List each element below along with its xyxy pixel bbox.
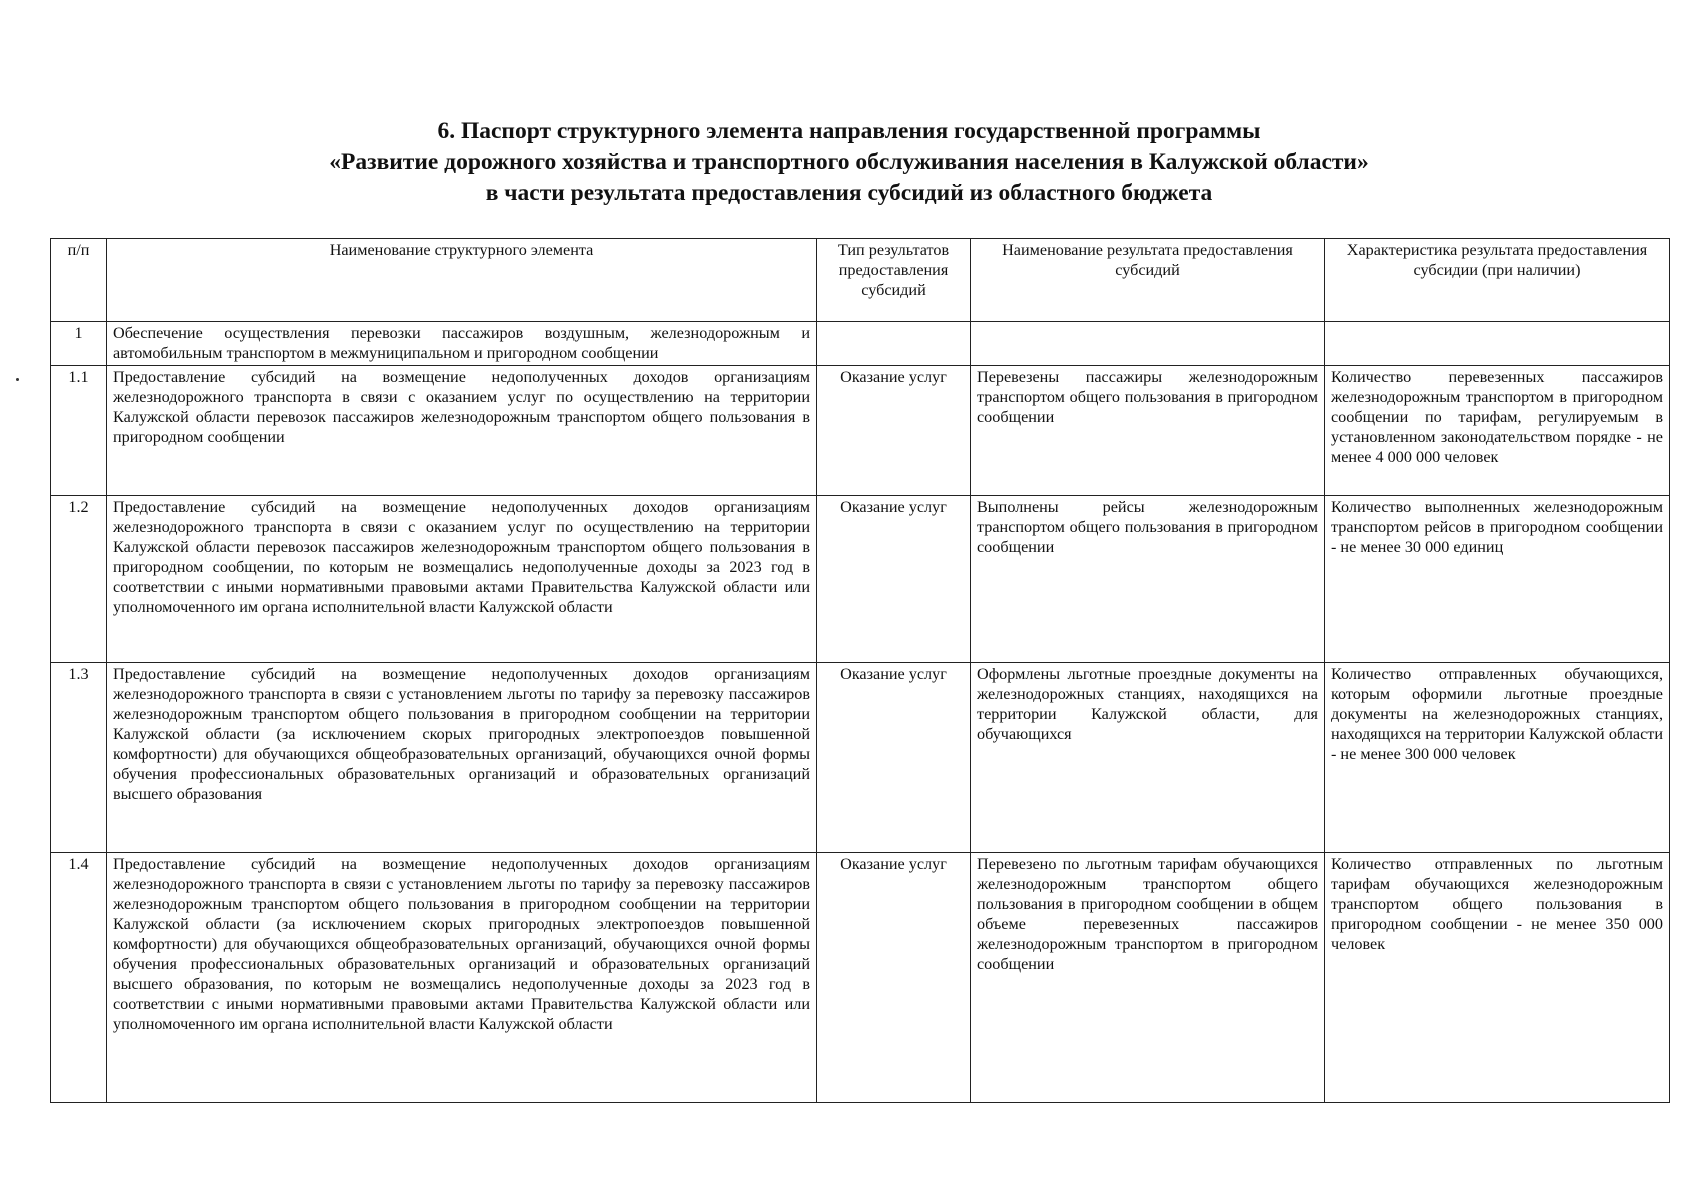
title-line-3: в части результата предоставления субсидий из областного бюджета [485, 180, 1213, 206]
row-num: 1.2 [51, 496, 107, 663]
header-num: п/п [51, 239, 107, 322]
row-result [971, 322, 1325, 366]
table-row [51, 663, 1670, 853]
row-num: 1 [51, 322, 107, 366]
row-name: Предоставление субсидий на возмещение недополученных доходов организациям железнодорожного транспорта в связи с установлением льготы по тарифу за перевозку пассажиров железнодорожным транспортом общего пользования в пригородном сообщении на территории Калужской области (за исключением скорых пригородных электропоездов повышенной комфортности) для обучающихся общеобразовательных организаций, обучающихся очной формы обучения профессиональных образовательных организаций и образовательных организаций высшего образования, по которым не возмещались недополученные доходы за 2023 год в соответствии с иными нормативными правовыми актами Правительства Калужской области или уполномоченного им органа исполнительной власти Калужской области [107, 853, 817, 1103]
title-line-1: 6. Паспорт структурного элемента направления государственной программы [437, 118, 1261, 144]
row-type: Оказание услуг [817, 663, 971, 853]
row-type: Оказание услуг [817, 853, 971, 1103]
row-characteristic: Количество перевезенных пассажиров железнодорожным транспортом в пригородном сообщении по тарифам, регулируемым в установленном законодательством порядке - не менее 4 000 000 человек [1325, 366, 1670, 496]
table-row [51, 853, 1670, 1103]
passport-table [50, 238, 1670, 1103]
document-title [0, 116, 1698, 209]
title-line-2: «Развитие дорожного хозяйства и транспортного обслуживания населения в Калужской области» [329, 149, 1369, 175]
table-row [51, 322, 1670, 366]
row-num: 1.4 [51, 853, 107, 1103]
row-characteristic: Количество выполненных железнодорожным транспортом рейсов в пригородном сообщении - не менее 30 000 единиц [1325, 496, 1670, 663]
row-result: Выполнены рейсы железнодорожным транспортом общего пользования в пригородном сообщении [971, 496, 1325, 663]
row-characteristic: Количество отправленных обучающихся, которым оформили льготные проездные документы на железнодорожных станциях, находящихся на территории Калужской области - не менее 300 000 человек [1325, 663, 1670, 853]
row-characteristic: Количество отправленных по льготным тарифам обучающихся железнодорожным транспортом общего пользования в пригородном сообщении - не менее 350 000 человек [1325, 853, 1670, 1103]
row-type: Оказание услуг [817, 496, 971, 663]
row-name: Предоставление субсидий на возмещение недополученных доходов организациям железнодорожного транспорта в связи с оказанием услуг по осуществлению на территории Калужской области перевозок пассажиров железнодорожным транспортом общего пользования в пригородном сообщении [107, 366, 817, 496]
row-name: Предоставление субсидий на возмещение недополученных доходов организациям железнодорожного транспорта в связи с оказанием услуг по осуществлению на территории Калужской области перевозок пассажиров железнодорожным транспортом общего пользования в пригородном сообщении, по которым не возмещались недополученные доходы за 2023 год в соответствии с иными нормативными правовыми актами Правительства Калужской области или уполномоченного им органа исполнительной власти Калужской области [107, 496, 817, 663]
header-result: Наименование результата предоставления субсидий [971, 239, 1325, 322]
header-type: Тип результатов предоставления субсидий [817, 239, 971, 322]
table-header-row [51, 239, 1670, 322]
row-type [817, 322, 971, 366]
row-type: Оказание услуг [817, 366, 971, 496]
row-result: Перевезено по льготным тарифам обучающихся железнодорожным транспортом общего пользования в пригородном сообщении в общем объеме перевезенных пассажиров железнодорожным транспортом в пригородном сообщении [971, 853, 1325, 1103]
row-num: 1.1 [51, 366, 107, 496]
table-row [51, 366, 1670, 496]
header-name: Наименование структурного элемента [107, 239, 817, 322]
row-result: Оформлены льготные проездные документы на железнодорожных станциях, находящихся на территории Калужской области, для обучающихся [971, 663, 1325, 853]
row-num: 1.3 [51, 663, 107, 853]
scan-speck [16, 378, 19, 381]
row-result: Перевезены пассажиры железнодорожным транспортом общего пользования в пригородном сообщении [971, 366, 1325, 496]
row-name: Обеспечение осуществления перевозки пассажиров воздушным, железнодорожным и автомобильным транспортом в межмуниципальном и пригородном сообщении [107, 322, 817, 366]
row-name: Предоставление субсидий на возмещение недополученных доходов организациям железнодорожного транспорта в связи с установлением льготы по тарифу за перевозку пассажиров железнодорожным транспортом общего пользования в пригородном сообщении на территории Калужской области (за исключением скорых пригородных электропоездов повышенной комфортности) для обучающихся общеобразовательных организаций, обучающихся очной формы обучения профессиональных образовательных организаций и образовательных организаций высшего образования [107, 663, 817, 853]
row-characteristic [1325, 322, 1670, 366]
table-row [51, 496, 1670, 663]
header-characteristic: Характеристика результата предоставления субсидии (при наличии) [1325, 239, 1670, 322]
